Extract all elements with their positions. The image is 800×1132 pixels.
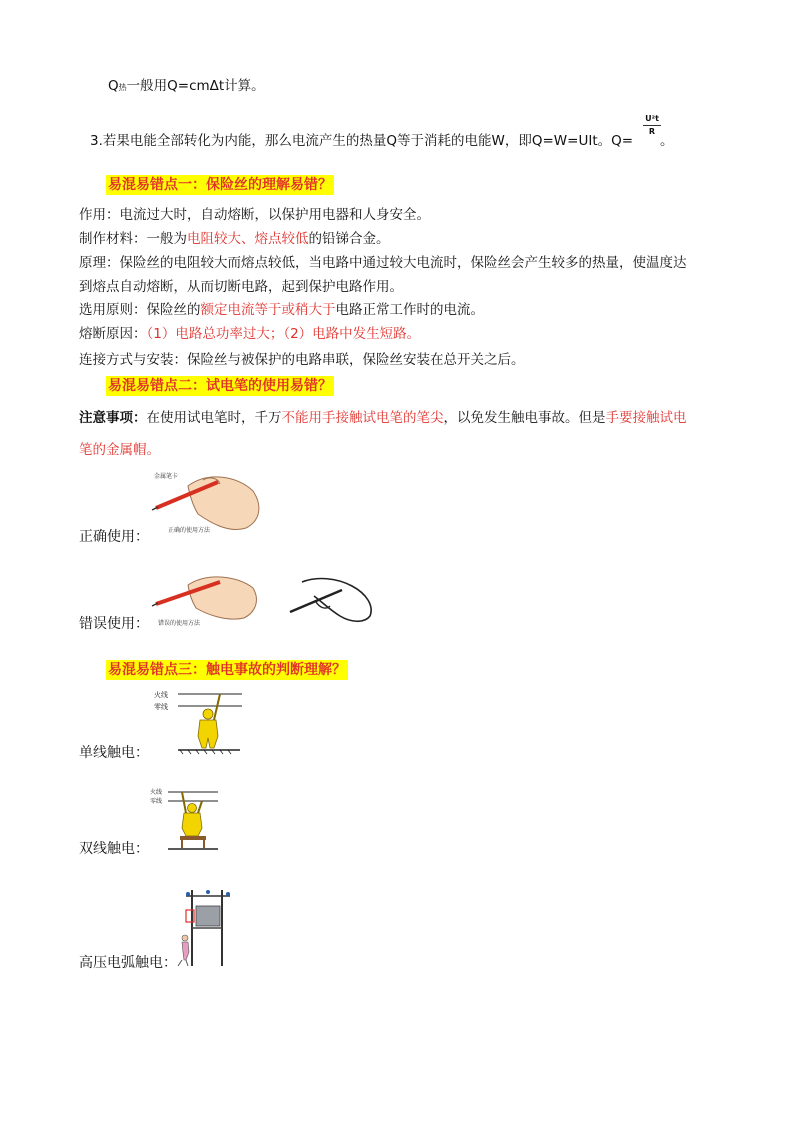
section-2-heading: 易混易错点二：试电笔的使用易错？ xyxy=(108,378,332,394)
double-wire-shock-image xyxy=(150,786,220,852)
arc-shock-label: 高压电弧触电： xyxy=(79,955,177,971)
wrong-caption: 错误的使用方法 xyxy=(158,620,201,627)
section-3-heading: 易混易错点三：触电事故的判断理解？ xyxy=(108,662,346,678)
fraction-numerator: U²t xyxy=(645,114,659,123)
wrong-use-sketch xyxy=(282,572,377,630)
point-3: 3.若果电能全部转化为内能，那么电流产生的热量Q等于消耗的电能W，即Q=W=UIt。Q= xyxy=(90,133,634,149)
correct-caption: 正确的使用方法 xyxy=(168,527,211,534)
fuse-material: 制作材料：一般为电阻较大、熔点较低的铅锑合金。 xyxy=(79,231,390,247)
fraction-denominator: R xyxy=(648,127,656,136)
arc-shock-image xyxy=(172,886,234,968)
tester-note-1: 注意事项：在使用试电笔时，千万不能用手接触试电笔的笔尖，以免发生触电事故。但是手要接触试电 xyxy=(79,410,687,426)
section-1-heading: 易混易错点一：保险丝的理解易错？ xyxy=(108,177,332,193)
tester-note-2: 笔的金属帽。 xyxy=(79,442,160,458)
correct-use-image xyxy=(148,466,266,538)
wrong-use-image xyxy=(148,570,263,630)
fuse-function: 作用：电流过大时，自动熔断，以保护用电器和人身安全。 xyxy=(79,207,430,223)
live-wire-label-2: 火线 xyxy=(150,789,163,796)
fraction-bar xyxy=(643,125,661,126)
fuse-blow-reason: 熔断原因：（1）电路总功率过大；（2）电路中发生短路。 xyxy=(79,326,421,342)
fuse-selection: 选用原则：保险丝的额定电流等于或稍大于电路正常工作时的电流。 xyxy=(79,302,484,318)
double-wire-label: 双线触电： xyxy=(79,841,149,857)
neutral-wire-label: 零线 xyxy=(154,703,168,711)
wrong-use-label: 错误使用： xyxy=(79,616,149,632)
point-3-end: 。 xyxy=(660,133,674,149)
formula-line: Q热一般用Q=cmΔt计算。 xyxy=(108,78,265,94)
single-wire-label: 单线触电： xyxy=(79,745,149,761)
fuse-connection: 连接方式与安装：保险丝与被保护的电路串联，保险丝安装在总开关之后。 xyxy=(79,352,525,368)
single-wire-shock-image xyxy=(150,688,245,756)
neutral-wire-label-2: 零线 xyxy=(150,798,163,805)
correct-use-label: 正确使用： xyxy=(79,529,149,545)
fuse-principle-2: 到熔点自动熔断，从而切断电路，起到保护电路作用。 xyxy=(79,279,403,295)
metal-cap-caption: 金属笔卡 xyxy=(154,473,179,480)
fuse-principle-1: 原理：保险丝的电阻较大而熔点较低，当电路中通过较大电流时，保险丝会产生较多的热量，使温度达 xyxy=(79,255,687,271)
live-wire-label: 火线 xyxy=(154,691,168,699)
